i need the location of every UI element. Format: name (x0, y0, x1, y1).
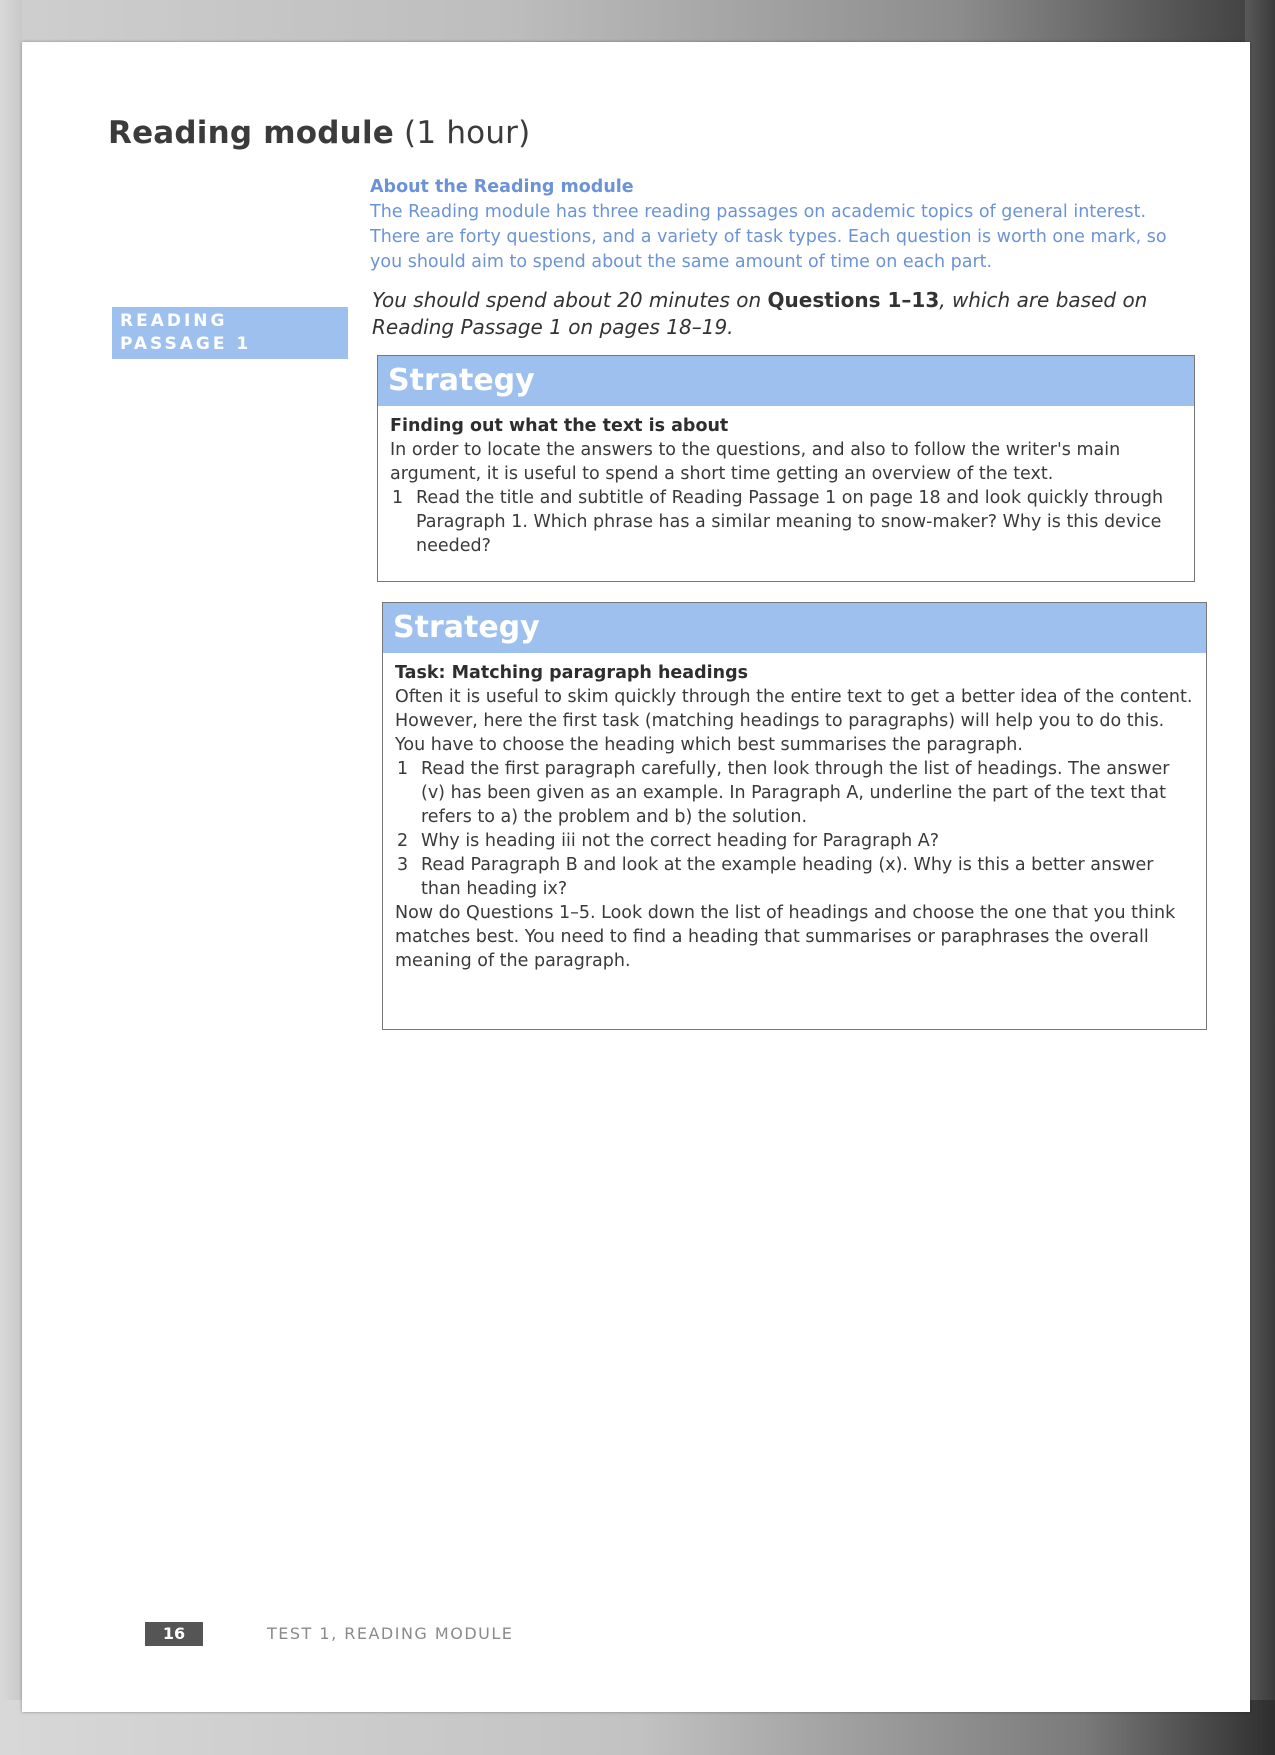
strategy-body (383, 653, 1206, 981)
running-footer: TEST 1, READING MODULE (267, 1624, 514, 1643)
step-text: Read the first paragraph carefully, then look through the list of headings. The answer (v) has been given as an example. In Paragraph A, underline the part of the text that refers to a) the problem and b) the solution. (421, 759, 1170, 827)
strategy-steps (390, 486, 1182, 558)
step-text: Why is heading iii not the correct heading for Paragraph A? (421, 831, 940, 851)
strategy-intro: Often it is useful to skim quickly through the entire text to get a better idea of the content. However, here the first task (matching headings to paragraphs) will help you to do this. You have to choose the heading which best summarises the paragraph. (395, 687, 1193, 755)
step-number: 3 (397, 855, 409, 875)
strategy-steps (395, 757, 1194, 901)
timing-instruction (372, 287, 1172, 341)
strategy-banner: Strategy (378, 356, 1194, 406)
scan-edge-left (0, 0, 22, 1755)
strategy-banner: Strategy (383, 603, 1206, 653)
about-heading: About the Reading module (370, 177, 634, 197)
step-text: Read Paragraph B and look at the example heading (x). Why is this a better answer than heading ix? (421, 855, 1154, 899)
strategy-step (395, 829, 1194, 853)
step-number: 1 (392, 488, 404, 508)
page-number: 16 (145, 1622, 203, 1646)
instruction-text-end: , which are based on Reading Passage 1 on pages 18–19. (372, 288, 1148, 339)
about-section (370, 175, 1190, 275)
step-number: 2 (397, 831, 409, 851)
strategy-subheading: Task: Matching paragraph headings (395, 663, 749, 683)
strategy-subheading: Finding out what the text is about (390, 416, 729, 436)
section-tag-line2: PASSAGE 1 (120, 334, 252, 354)
strategy-outro: Now do Questions 1–5. Look down the list of headings and choose the one that you think matches best. You need to find a heading that summarises or paraphrases the overall meaning of the paragraph. (395, 903, 1176, 971)
strategy-step (395, 853, 1194, 901)
title-main: Reading module (108, 115, 394, 151)
strategy-step (395, 757, 1194, 829)
step-text: Read the title and subtitle of Reading Passage 1 on page 18 and look quickly through Paragraph 1. Which phrase has a similar meaning to snow-maker? Why is this device needed? (416, 488, 1164, 556)
instruction-text-start: You should spend about 20 minutes on (372, 288, 768, 312)
page-title (108, 115, 530, 151)
strategy-intro: In order to locate the answers to the questions, and also to follow the writer's main argument, it is useful to spend a short time getting an overview of the text. (390, 440, 1121, 484)
strategy-step (390, 486, 1182, 558)
strategy-body (378, 406, 1194, 566)
strategy-box-overview (377, 355, 1195, 582)
title-duration: (1 hour) (394, 115, 531, 151)
step-number: 1 (397, 759, 409, 779)
instruction-questions: Questions 1–13 (767, 288, 940, 312)
about-text: The Reading module has three reading passages on academic topics of general interest. There are forty questions, and a variety of task types. Each question is worth one mark, so you should aim to spend about the same amount of time on each part. (370, 202, 1167, 272)
section-tag-line1: READING (120, 311, 228, 331)
section-tag (112, 307, 348, 359)
strategy-box-headings (382, 602, 1207, 1030)
